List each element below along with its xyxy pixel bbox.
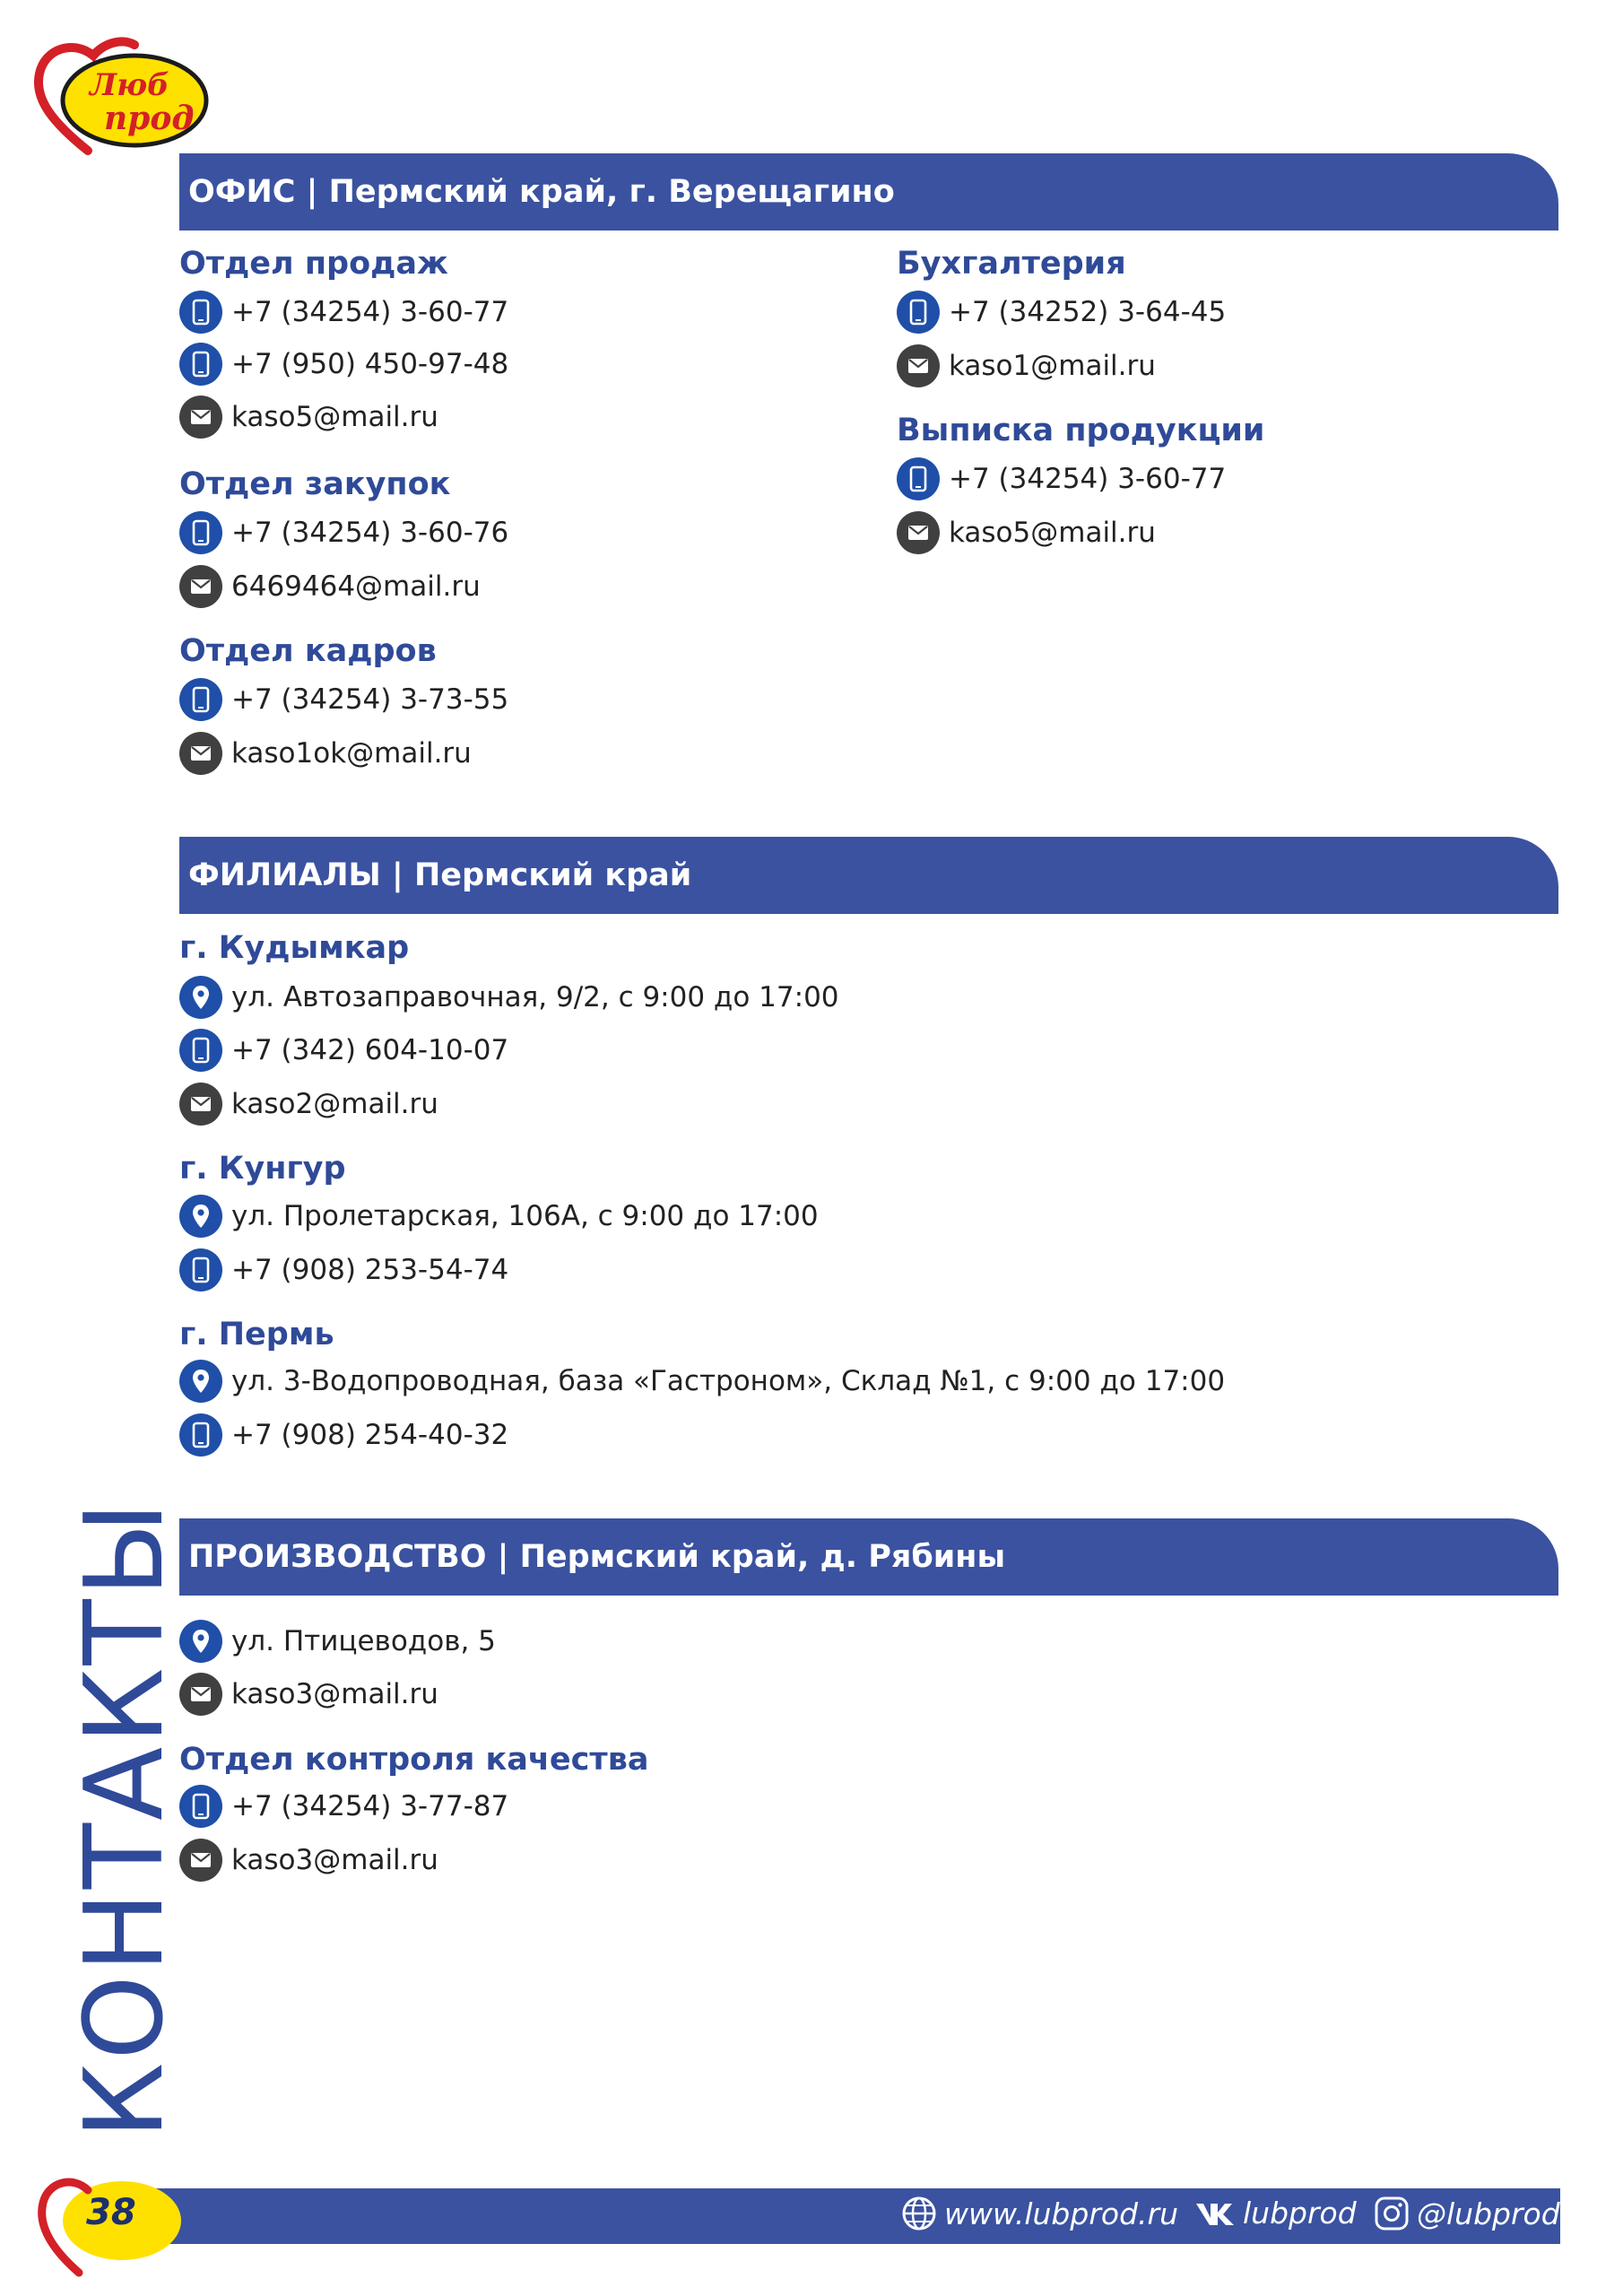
hr-email[interactable] [179,732,472,775]
accounting-title: Бухгалтерия [897,246,1126,282]
sales-phone-2-text: +7 (950) 450-97-48 [231,348,509,380]
accounting-email-text: kaso1@mail.ru [949,350,1156,382]
footer-instagram[interactable] [1374,2196,1560,2231]
invoicing-email[interactable] [897,511,1156,554]
accounting-email[interactable] [897,344,1156,387]
kudymkar-email[interactable] [179,1083,438,1126]
phone-icon [179,1413,222,1457]
kungur-phone-text: +7 (908) 253-54-74 [231,1254,509,1286]
kudymkar-email-text: kaso2@mail.ru [231,1088,438,1120]
kungur-phone[interactable] [179,1248,508,1292]
kungur-address [179,1195,819,1238]
footer-instagram-text: @lubprod [1417,2196,1560,2231]
sales-email-text: kaso5@mail.ru [231,401,438,433]
production-address-text: ул. Птицеводов, 5 [231,1625,496,1657]
purchasing-title: Отдел закупок [179,466,451,502]
perm-phone[interactable] [179,1413,508,1457]
production-email-text: kaso3@mail.ru [231,1678,438,1710]
perm-title: г. Пермь [179,1317,334,1352]
perm-phone-text: +7 (908) 254-40-32 [231,1419,509,1451]
kudymkar-address [179,976,839,1019]
mail-icon [897,344,940,387]
production-banner: ПРОИЗВОДСТВО | Пермский край, д. Рябины [179,1518,1558,1596]
phone-icon [897,457,940,500]
mail-icon [179,1083,222,1126]
phone-icon [897,291,940,334]
footer-vk[interactable] [1194,2196,1357,2231]
logo-text-2: прод [104,100,195,137]
location-icon [179,1360,222,1403]
location-icon [179,976,222,1019]
phone-icon [179,291,222,334]
logo-text-1: Люб [90,67,169,103]
hr-email-text: kaso1ok@mail.ru [231,737,472,770]
qc-email[interactable] [179,1839,438,1882]
kungur-title: г. Кунгур [179,1151,346,1187]
phone-icon [179,343,222,386]
accounting-phone-text: +7 (34252) 3-64-45 [949,296,1227,328]
footer-vk-text: lubprod [1243,2196,1357,2231]
kudymkar-phone-text: +7 (342) 604-10-07 [231,1034,509,1066]
phone-icon [179,1029,222,1072]
brand-logo [34,36,210,158]
qc-phone-text: +7 (34254) 3-77-87 [231,1790,509,1822]
invoicing-phone[interactable] [897,457,1226,500]
invoicing-phone-text: +7 (34254) 3-60-77 [949,463,1227,495]
location-icon [179,1195,222,1238]
sales-phone-1-text: +7 (34254) 3-60-77 [231,296,509,328]
invoicing-email-text: kaso5@mail.ru [949,517,1156,549]
mail-icon [179,732,222,775]
qc-title: Отдел контроля качества [179,1742,649,1778]
perm-address-text: ул. 3-Водопроводная, база «Гастроном», Склад №1, с 9:00 до 17:00 [231,1365,1226,1397]
kudymkar-title: г. Кудымкар [179,930,410,966]
purchasing-email-text: 6469464@mail.ru [231,570,481,603]
mail-icon [179,396,222,439]
kungur-address-text: ул. Пролетарская, 106А, с 9:00 до 17:00 [231,1200,819,1232]
footer-website-text: www.lubprod.ru [944,2196,1179,2231]
purchasing-phone[interactable] [179,511,508,554]
kudymkar-phone[interactable] [179,1029,508,1072]
purchasing-email[interactable] [179,565,481,608]
hr-title: Отдел кадров [179,633,437,669]
sales-title: Отдел продаж [179,246,448,282]
mail-icon [897,511,940,554]
perm-address [179,1360,1225,1403]
production-email[interactable] [179,1673,438,1716]
phone-icon [179,1248,222,1292]
phone-icon [179,678,222,721]
instagram-icon [1374,2196,1410,2231]
production-address [179,1620,496,1663]
branches-banner: ФИЛИАЛЫ | Пермский край [179,837,1558,914]
page-number: 38 [86,2192,136,2233]
hr-phone[interactable] [179,678,508,721]
sales-email[interactable] [179,396,438,439]
purchasing-phone-text: +7 (34254) 3-60-76 [231,517,509,549]
sales-phone-1[interactable] [179,291,508,334]
phone-icon [179,511,222,554]
sales-phone-2[interactable] [179,343,508,386]
hr-phone-text: +7 (34254) 3-73-55 [231,683,509,716]
invoicing-title: Выписка продукции [897,413,1265,448]
office-banner: ОФИС | Пермский край, г. Верещагино [179,153,1558,230]
vk-icon [1194,2200,1236,2227]
kudymkar-address-text: ул. Автозаправочная, 9/2, с 9:00 до 17:00 [231,981,839,1013]
mail-icon [179,565,222,608]
globe-icon [901,2196,937,2231]
footer-website[interactable] [901,2196,1178,2231]
side-title: КОНТАКТЫ [63,1499,187,2139]
qc-email-text: kaso3@mail.ru [231,1844,438,1876]
qc-phone[interactable] [179,1785,508,1828]
accounting-phone[interactable] [897,291,1226,334]
